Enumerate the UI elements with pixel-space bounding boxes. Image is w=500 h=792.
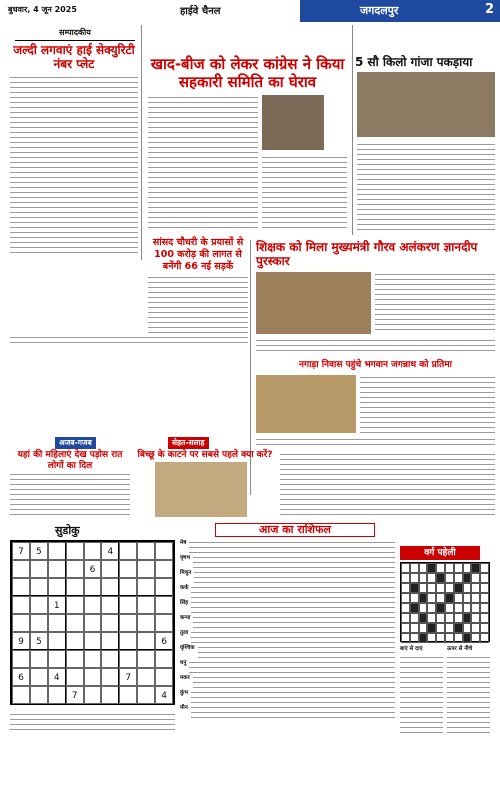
sehat-tag: सेहत-सलाह: [168, 437, 209, 449]
crossword-cell: [436, 633, 445, 643]
crossword-cell: [471, 583, 480, 593]
sudoku-cell: [137, 668, 155, 686]
sudoku-instructions: [10, 712, 175, 734]
nagar-photo: [256, 375, 356, 433]
sudoku-cell: [66, 560, 84, 578]
sudoku-cell: [84, 596, 102, 614]
sudoku-cell: 7: [12, 542, 30, 560]
sudoku-cell: [66, 632, 84, 650]
crossword-cell: [401, 573, 410, 583]
crossword-cell: [463, 593, 472, 603]
issue-date: बुधवार, 4 जून 2025: [8, 5, 77, 14]
crossword-cell: [401, 603, 410, 613]
crossword-cell: [419, 583, 428, 593]
crossword-cell: [463, 573, 472, 583]
sudoku-cell: 5: [30, 542, 48, 560]
nagar-body: [360, 375, 495, 433]
crossword-cell: [427, 573, 436, 583]
sudoku-cell: 6: [12, 668, 30, 686]
main-story-body-2: [262, 155, 347, 230]
sudoku-cell: 5: [30, 632, 48, 650]
city-banner: [300, 0, 500, 22]
sudoku-cell: [66, 668, 84, 686]
crossword-cell: [427, 633, 436, 643]
nagar-headline: नगाड़ा निवास पहुंचे भगवान जगन्नाथ को प्रतिमा: [299, 360, 452, 370]
right-story-photo: [357, 72, 495, 137]
rashi-sign: कुंभ: [180, 690, 189, 696]
editorial-headline: जल्दी लगवाएं हाई सेक्युरिटी नंबर प्लेट: [13, 43, 135, 71]
sudoku-cell: [155, 650, 173, 668]
sudoku-cell: [119, 596, 137, 614]
rashi-sign: वृश्चिक: [180, 645, 195, 651]
sudoku-cell: [137, 596, 155, 614]
crossword-cell: [463, 633, 472, 643]
across-clues: [400, 655, 443, 735]
sudoku-cell: [137, 686, 155, 704]
crossword-cell: [401, 583, 410, 593]
crossword-cell: [480, 603, 489, 613]
sudoku-cell: [12, 686, 30, 704]
crossword-cell: [454, 613, 463, 623]
crossword-cell: [436, 583, 445, 593]
sudoku-cell: 7: [66, 686, 84, 704]
rashi-sign: सिंह: [180, 600, 189, 606]
sudoku-cell: [66, 650, 84, 668]
crossword-cell: [454, 633, 463, 643]
crossword-cell: [401, 613, 410, 623]
sudoku-cell: 9: [12, 632, 30, 650]
crossword-cell: [419, 563, 428, 573]
crossword-cell: [427, 613, 436, 623]
crossword-cell: [454, 583, 463, 593]
crossword-cell: [454, 573, 463, 583]
sudoku-cell: [155, 596, 173, 614]
rashi-text: [193, 675, 395, 688]
rashi-text: [194, 570, 395, 583]
sanshad-headline: सांसद चौधरी के प्रयासों से 100 करोड़ की लागत से बनेंगी 66 नई सड़कें: [152, 237, 244, 272]
rashi-sign: कन्या: [180, 615, 191, 621]
crossword-cell: [445, 613, 454, 623]
nagar-body-2: [256, 437, 495, 449]
crossword-cell: [463, 613, 472, 623]
sudoku-cell: [84, 542, 102, 560]
sudoku-cell: [119, 614, 137, 632]
crossword-cell: [480, 633, 489, 643]
crossword-cell: [463, 563, 472, 573]
sudoku-cell: [30, 650, 48, 668]
crossword-cell: [480, 623, 489, 633]
rashi-item: [180, 570, 395, 583]
sudoku-cell: [30, 668, 48, 686]
sudoku-grid: [10, 540, 175, 705]
editorial-body: [10, 75, 138, 255]
crossword-cell: [427, 563, 436, 573]
rashi-sign: मकर: [180, 675, 190, 681]
sudoku-cell: [84, 686, 102, 704]
sudoku-cell: 4: [48, 668, 66, 686]
crossword-cell: [471, 573, 480, 583]
sudoku-cell: [137, 560, 155, 578]
ajab-tag: अजब-गजब: [55, 437, 96, 449]
rashi-item: [180, 630, 395, 643]
sudoku-cell: [66, 578, 84, 596]
sudoku-cell: 1: [48, 596, 66, 614]
rashi-text: [191, 690, 395, 703]
city-name: जगदलपुर: [360, 4, 399, 17]
crossword-cell: [471, 623, 480, 633]
crossword-cell: [410, 573, 419, 583]
crossword-cell: [463, 583, 472, 593]
crossword-cell: [445, 573, 454, 583]
sanshad-body-2: [10, 335, 248, 347]
rashi-item: [180, 705, 395, 718]
shikshak-body: [375, 272, 495, 334]
rashi-item: [180, 555, 395, 568]
crossword-cell: [410, 603, 419, 613]
rashi-sign: मेष: [180, 540, 187, 546]
across-label: बाएं से दाएं: [400, 646, 423, 652]
column-divider: [352, 25, 353, 235]
sudoku-cell: [30, 686, 48, 704]
shikshak-photo: [256, 272, 371, 334]
rashi-text: [191, 630, 395, 643]
rashi-sign: कर्क: [180, 585, 189, 591]
sehat-body: [280, 452, 495, 517]
sudoku-cell: [101, 614, 119, 632]
crossword-cell: [454, 603, 463, 613]
crossword-cell: [445, 623, 454, 633]
page-number: 2: [484, 2, 494, 17]
sudoku-cell: [101, 596, 119, 614]
sudoku-cell: [155, 614, 173, 632]
sudoku-cell: [48, 560, 66, 578]
rashi-text: [198, 645, 395, 658]
sudoku-cell: [155, 542, 173, 560]
paper-name: हाईवे चैनल: [180, 6, 221, 17]
sudoku-cell: [101, 650, 119, 668]
sehat-photo: [155, 462, 247, 517]
sudoku-cell: [12, 614, 30, 632]
sudoku-cell: 4: [155, 686, 173, 704]
sudoku-cell: 4: [101, 542, 119, 560]
crossword-cell: [401, 593, 410, 603]
column-divider: [141, 25, 142, 260]
main-story-photo: [262, 95, 324, 150]
sudoku-cell: [84, 632, 102, 650]
crossword-cell: [471, 593, 480, 603]
crossword-cell: [463, 623, 472, 633]
crossword-cell: [410, 593, 419, 603]
rashi-sign: मिथुन: [180, 570, 192, 576]
crossword-cell: [454, 623, 463, 633]
crossword-cell: [471, 613, 480, 623]
sudoku-cell: [48, 614, 66, 632]
crossword-cell: [436, 573, 445, 583]
ajab-body: [10, 472, 130, 517]
sudoku-title: सुडोकु: [55, 524, 80, 537]
sudoku-cell: [84, 650, 102, 668]
sudoku-cell: [119, 650, 137, 668]
rashi-sign: वृषभ: [180, 555, 191, 561]
crossword-cell: [410, 583, 419, 593]
crossword-cell: [410, 563, 419, 573]
crossword-cell: [436, 603, 445, 613]
crossword-cell: [419, 633, 428, 643]
sudoku-cell: [119, 578, 137, 596]
crossword-cell: [427, 593, 436, 603]
right-headline: 5 सौ किलो गांजा पकड़ाया: [355, 55, 473, 69]
sudoku-cell: [155, 668, 173, 686]
sudoku-cell: [30, 614, 48, 632]
sudoku-cell: [101, 632, 119, 650]
sudoku-cell: 6: [155, 632, 173, 650]
sudoku-cell: [30, 560, 48, 578]
crossword-title: वर्ग पहेली: [400, 546, 480, 560]
main-story-body: [148, 95, 258, 230]
crossword-cell: [427, 623, 436, 633]
page-header: [0, 0, 500, 22]
sudoku-cell: [101, 560, 119, 578]
sanshad-body: [148, 275, 248, 335]
crossword-cell: [427, 583, 436, 593]
sudoku-cell: [12, 596, 30, 614]
sudoku-cell: [48, 686, 66, 704]
rashi-item: [180, 585, 395, 598]
rashi-item: [180, 615, 395, 628]
rashi-text: [191, 705, 395, 718]
crossword-cell: [436, 563, 445, 573]
crossword-cell: [419, 593, 428, 603]
sudoku-cell: [119, 686, 137, 704]
crossword-cell: [419, 623, 428, 633]
sudoku-cell: [137, 542, 155, 560]
rashi-item: [180, 540, 395, 553]
crossword-cell: [419, 613, 428, 623]
sudoku-cell: [66, 542, 84, 560]
sudoku-cell: [84, 614, 102, 632]
sehat-headline: बिच्छू के काटने पर सबसे पहले क्या करें?: [137, 450, 273, 460]
ajab-headline: यहां की महिलाएं देख पड़ोस रात लोगों का दिल: [17, 450, 123, 471]
sudoku-cell: [137, 632, 155, 650]
crossword-cell: [471, 603, 480, 613]
rashi-sign: तुला: [180, 630, 189, 636]
crossword-cell: [445, 603, 454, 613]
crossword-cell: [436, 613, 445, 623]
sudoku-cell: [101, 578, 119, 596]
sudoku-cell: [12, 560, 30, 578]
crossword-cell: [401, 633, 410, 643]
sudoku-cell: 6: [84, 560, 102, 578]
crossword-cell: [436, 593, 445, 603]
sudoku-cell: [137, 614, 155, 632]
rashi-item: [180, 645, 395, 658]
crossword-cell: [410, 613, 419, 623]
crossword-grid: [400, 562, 490, 642]
crossword-cell: [480, 593, 489, 603]
sudoku-cell: [48, 578, 66, 596]
crossword-cell: [427, 603, 436, 613]
rashi-item: [180, 660, 395, 673]
sudoku-cell: [155, 560, 173, 578]
rashi-sign: मीन: [180, 705, 188, 711]
sudoku-cell: [119, 632, 137, 650]
sudoku-cell: [48, 542, 66, 560]
sudoku-cell: [137, 578, 155, 596]
rashi-item: [180, 600, 395, 613]
crossword-cell: [419, 573, 428, 583]
sudoku-cell: [12, 578, 30, 596]
crossword-cell: [401, 623, 410, 633]
sudoku-cell: [66, 596, 84, 614]
down-clues: [447, 655, 490, 735]
sudoku-cell: [101, 668, 119, 686]
sudoku-cell: [48, 650, 66, 668]
crossword-cell: [410, 623, 419, 633]
crossword-cell: [445, 633, 454, 643]
shikshak-headline: शिक्षक को मिला मुख्यमंत्री गौरव अलंकरण ज्ञानदीप पुरस्कार: [256, 240, 478, 268]
sudoku-cell: [12, 650, 30, 668]
crossword-cell: [480, 563, 489, 573]
sudoku-cell: [155, 578, 173, 596]
crossword-cell: [471, 633, 480, 643]
sudoku-cell: [119, 560, 137, 578]
crossword-cell: [445, 563, 454, 573]
crossword-cell: [445, 593, 454, 603]
shikshak-body-2: [256, 338, 495, 353]
sudoku-cell: [84, 578, 102, 596]
sudoku-cell: [30, 578, 48, 596]
right-story-body: [357, 142, 495, 232]
rashi-text: [189, 660, 395, 673]
crossword-cell: [410, 633, 419, 643]
crossword-cell: [463, 603, 472, 613]
sudoku-cell: [137, 650, 155, 668]
rashi-text: [189, 540, 395, 553]
rashi-item: [180, 675, 395, 688]
crossword-cell: [471, 563, 480, 573]
crossword-cell: [419, 603, 428, 613]
sudoku-cell: [30, 596, 48, 614]
crossword-cell: [480, 573, 489, 583]
rashi-sign: धनु: [180, 660, 187, 666]
editorial-tag: सम्पादकीय: [15, 27, 135, 41]
crossword-cell: [454, 563, 463, 573]
crossword-cell: [480, 583, 489, 593]
rashi-text: [191, 585, 395, 598]
crossword-cell: [445, 583, 454, 593]
rashi-item: [180, 690, 395, 703]
sudoku-cell: [84, 668, 102, 686]
rashifal-list: [180, 540, 395, 735]
rashi-text: [193, 615, 395, 628]
sudoku-cell: [119, 542, 137, 560]
main-headline: खाद-बीज को लेकर कांग्रेस ने किया सहकारी समिति का घेराव: [150, 55, 345, 91]
down-label: ऊपर से नीचे: [447, 646, 473, 652]
rashi-text: [191, 600, 395, 613]
rashi-text: [193, 555, 395, 568]
rashifal-title: आज का राशिफल: [215, 523, 375, 537]
crossword-cell: [480, 613, 489, 623]
sudoku-cell: [48, 632, 66, 650]
sudoku-cell: [66, 614, 84, 632]
crossword-cell: [436, 623, 445, 633]
sudoku-cell: [101, 686, 119, 704]
crossword-cell: [401, 563, 410, 573]
sudoku-cell: 7: [119, 668, 137, 686]
crossword-cell: [454, 593, 463, 603]
